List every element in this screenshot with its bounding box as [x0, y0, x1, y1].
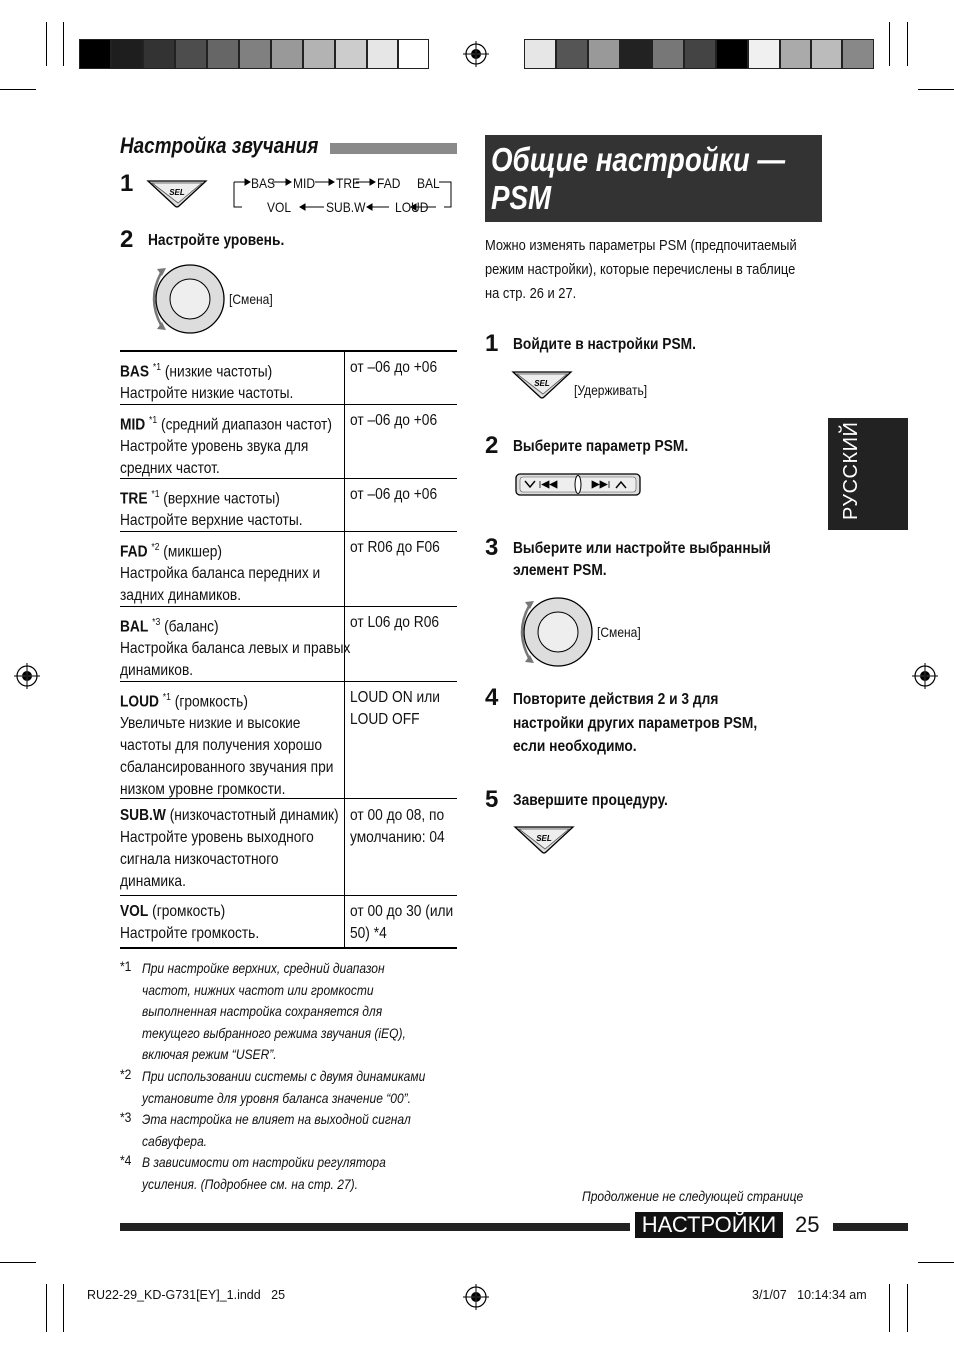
- sel-label: SEL: [169, 188, 185, 197]
- table-row: [120, 484, 303, 532]
- heading-line: Общие настройки —: [491, 141, 786, 178]
- setting-text: низком уровне громкости.: [120, 781, 286, 799]
- mode-flow-diagram: [232, 174, 457, 216]
- table-row: [120, 805, 339, 893]
- setting-text: средних частот.: [120, 460, 220, 478]
- step-caption: [Удерживать]: [574, 382, 648, 398]
- bottom-rule: [120, 1223, 630, 1231]
- setting-name: TRE: [120, 490, 148, 508]
- language-tab: [828, 418, 908, 530]
- setting-text: Настройте низкие частоты.: [120, 385, 294, 403]
- setting-desc: (средний диапазон частот): [161, 416, 332, 434]
- heading-line: PSM: [491, 179, 552, 216]
- footnote-mark: *1: [151, 489, 160, 500]
- setting-text: Настройка баланса левых и правых: [120, 640, 351, 658]
- psm-heading: [485, 135, 822, 222]
- setting-name: FAD: [120, 543, 148, 561]
- footnote-mark: *4: [120, 1152, 132, 1168]
- step-text: Повторите действия 2 и 3 для настройки других параметров PSM, если необходимо.: [513, 691, 758, 755]
- step-number: 1: [120, 170, 134, 197]
- setting-desc: (баланс): [164, 618, 219, 636]
- setting-text: Настройте громкость.: [120, 925, 260, 942]
- footnote-mark: *3: [120, 1109, 132, 1125]
- range-line: от 00 до 30 (или: [350, 903, 454, 920]
- setting-range: от L06 до R06: [350, 614, 440, 631]
- sel-label: SEL: [534, 379, 550, 388]
- page-number: 25: [795, 1212, 820, 1237]
- step-number: 2: [120, 226, 134, 253]
- registration-target-icon: [14, 663, 40, 689]
- footnote-mark: *1: [152, 362, 162, 373]
- setting-range: [350, 687, 440, 731]
- flow-fad: FAD: [377, 175, 401, 191]
- setting-text: Настройте верхние частоты.: [120, 512, 303, 530]
- flow-mid: MID: [293, 175, 316, 191]
- flow-bal: BAL: [417, 175, 440, 191]
- step-number: 5: [485, 786, 499, 813]
- flow-vol: VOL: [267, 199, 292, 215]
- setting-range: [350, 901, 453, 945]
- registration-target-icon: [463, 41, 489, 67]
- setting-text: Настройте уровень выходного: [120, 829, 314, 846]
- step-text: Завершите процедуру.: [513, 792, 668, 809]
- setting-text: Настройка баланса передних и: [120, 565, 321, 583]
- section-label: НАСТРОЙКИ: [635, 1212, 783, 1238]
- sel-button-icon: [511, 369, 573, 399]
- table-row: [120, 537, 320, 607]
- setting-range: от –06 до +06: [350, 412, 438, 429]
- setting-name: VOL: [120, 903, 149, 920]
- setting-name: BAL: [120, 618, 149, 636]
- setting-desc: (громкость): [174, 693, 248, 711]
- control-dial-icon: [513, 596, 595, 668]
- footnote-mark: *2: [120, 1066, 132, 1082]
- setting-desc: (громкость): [152, 903, 226, 920]
- setting-desc: (верхние частоты): [163, 490, 280, 508]
- setting-range: от –06 до +06: [350, 359, 438, 376]
- range-line: умолчанию: 04: [350, 829, 445, 846]
- table-row: [120, 410, 332, 480]
- flow-loud: LOUD: [395, 199, 429, 215]
- setting-text: сбалансированного звучания при: [120, 759, 334, 777]
- table-row: [120, 901, 259, 945]
- flow-tre: TRE: [336, 175, 361, 191]
- setting-text: Увеличьте низкие и высокие: [120, 715, 301, 733]
- step-number: 2: [485, 432, 499, 459]
- setting-desc: (микшер): [163, 543, 222, 561]
- step-text: Выберите или настройте выбранный элемент PSM.: [513, 540, 771, 579]
- table-row: [120, 612, 350, 682]
- skip-buttons-icon: [515, 472, 642, 498]
- table-row: [120, 357, 293, 405]
- footnote-mark: *3: [152, 617, 161, 628]
- step-text: Выберите параметр PSM.: [513, 438, 689, 455]
- setting-name: BAS: [120, 363, 150, 381]
- setting-desc: (низкочастотный динамик): [169, 807, 339, 824]
- language-tab-label: РУССКИЙ: [840, 421, 862, 520]
- control-dial-icon: [145, 263, 227, 335]
- continuation-note: Продолжение не следующей странице: [582, 1188, 804, 1204]
- setting-text: динамика.: [120, 873, 186, 890]
- step-caption: [Смена]: [597, 624, 641, 640]
- footnote-mark: *2: [151, 542, 160, 553]
- registration-target-icon: [912, 663, 938, 689]
- step-text: Войдите в настройки PSM.: [513, 336, 696, 353]
- range-line: 50) *4: [350, 925, 387, 942]
- step-number: 1: [485, 330, 499, 357]
- setting-name: SUB.W: [120, 807, 166, 824]
- setting-name: LOUD: [120, 693, 159, 711]
- setting-range: от –06 до +06: [350, 486, 438, 503]
- footer-file: RU22-29_KD-G731[EY]_1.indd 25: [87, 1288, 286, 1302]
- sel-label: SEL: [536, 834, 552, 843]
- step-number: 4: [485, 684, 499, 711]
- range-line: от 00 до 08, по: [350, 807, 445, 824]
- footnote-mark: *1: [149, 415, 158, 426]
- step-number: 3: [485, 534, 499, 561]
- sel-button-icon: [513, 824, 575, 854]
- section-title: Настройка звучания: [120, 133, 319, 158]
- setting-text: Настройте уровень звука для: [120, 438, 309, 456]
- setting-desc: (низкие частоты): [164, 363, 273, 381]
- setting-text: задних динамиков.: [120, 587, 242, 605]
- setting-text: частоты для получения хорошо: [120, 737, 323, 755]
- setting-range: [350, 805, 445, 849]
- setting-text: сигнала низкочастотного: [120, 851, 279, 868]
- setting-text: динамиков.: [120, 662, 194, 680]
- intro-text: Можно изменять параметры PSM (предпочитаемый режим настройки), которые перечислены в таблице на стр. 26 и 27.: [485, 237, 797, 302]
- footnote-text: В зависимости от настройки регулятора усиления. (Подробнее см. на стр. 27).: [142, 1154, 386, 1192]
- step-2-text: Настройте уровень.: [148, 232, 285, 249]
- footnote-mark: *1: [120, 958, 132, 974]
- setting-name: MID: [120, 416, 146, 434]
- dial-caption: [Смена]: [229, 291, 273, 307]
- section-title-bar: [330, 143, 457, 154]
- footnote-text: При настройке верхних, средний диапазон частот, нижних частот или громкости выполненная настройка сохраняется для текущего выбранного режима звучания (iEQ), включая режим “USER”.: [142, 960, 406, 1063]
- registration-target-icon: [463, 1284, 489, 1310]
- footnote-mark: *1: [162, 692, 171, 703]
- footer-date: 3/1/07 10:14:34 am: [752, 1288, 867, 1302]
- footnote-text: При использовании системы с двумя динамиками установите для уровня баланса значение “00”.: [142, 1068, 426, 1106]
- setting-range: от R06 до F06: [350, 539, 440, 556]
- range-line: LOUD OFF: [350, 711, 420, 728]
- range-line: LOUD ON или: [350, 689, 440, 706]
- footnote-text: Эта настройка не влияет на выходной сигнал сабвуфера.: [142, 1111, 411, 1149]
- sel-button-icon: [146, 178, 208, 208]
- flow-bas: BAS: [251, 175, 276, 191]
- table-row: [120, 687, 333, 801]
- bottom-rule: [833, 1223, 908, 1231]
- flow-subw: SUB.W: [326, 199, 366, 215]
